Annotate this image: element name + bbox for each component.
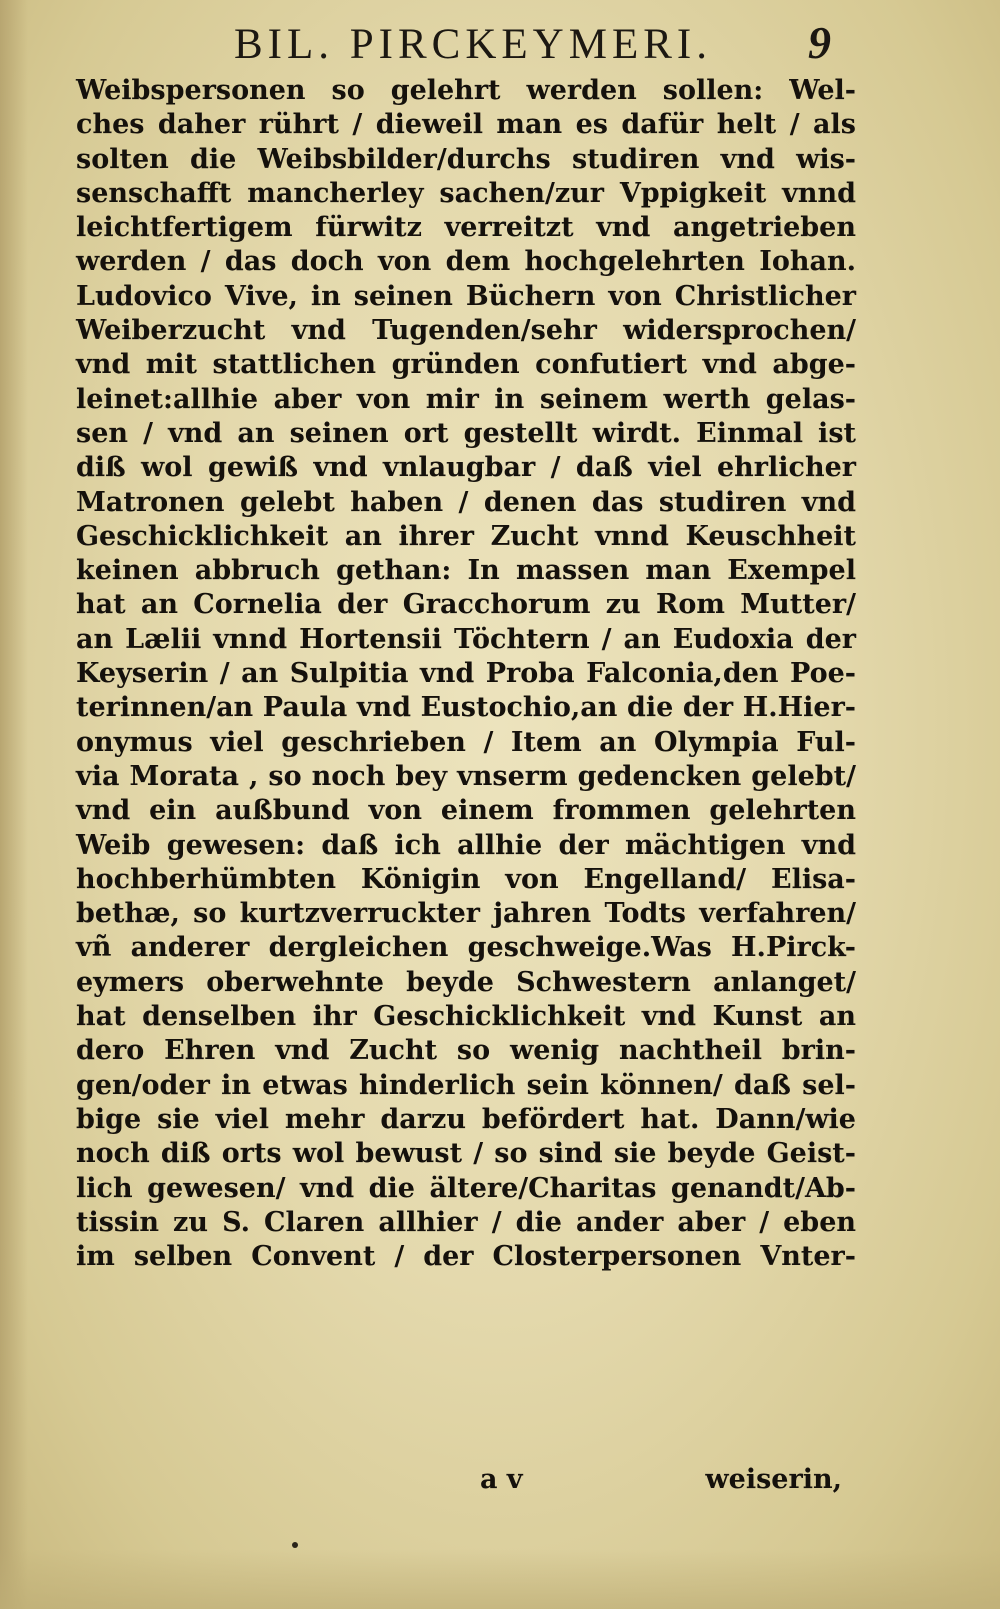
text-line: keinen abbruch gethan: In massen man Exempel	[76, 555, 856, 587]
text-line: sen / vnd an seinen ort gestellt wirdt. Einmal ist	[76, 417, 856, 449]
text-line: Keyserin / an Sulpitia vnd Proba Falconia,den Poe-	[76, 658, 856, 690]
catchword: weiserin,	[705, 1464, 842, 1495]
page-bottom-shadow	[0, 1549, 1000, 1609]
text-line: lich gewesen/ vnd die ältere/Charitas genandt/Ab-	[76, 1172, 856, 1204]
text-line: noch diß orts wol bewust / so sind sie beyde Geist-	[76, 1138, 856, 1170]
text-line: ches daher rührt / dieweil man es dafür helt / als	[76, 109, 856, 141]
text-line: leichtfertigem fürwitz verreitzt vnd angetrieben	[76, 212, 856, 244]
text-line: vnd ein außbund von einem frommen gelehrten	[76, 795, 856, 827]
text-line: onymus viel geschrieben / Item an Olympia Ful-	[76, 726, 856, 758]
page-edge-shadow	[0, 0, 28, 1609]
text-line: leinet:allhie aber von mir in seinem werth gelas-	[76, 383, 856, 415]
text-line: dero Ehren vnd Zucht so wenig nachtheil brin-	[76, 1035, 856, 1067]
text-line: tissin zu S. Claren allhier / die ander aber / eben	[76, 1206, 856, 1238]
text-line: via Morata , so noch bey vnserm gedencken gelebt/	[76, 760, 856, 792]
text-line: Weiberzucht vnd Tugenden/sehr widersprochen/	[76, 315, 856, 347]
text-line: senschafft mancherley sachen/zur Vppigkeit vnnd	[76, 177, 856, 209]
text-line: Weib gewesen: daß ich allhie der mächtigen vnd	[76, 829, 856, 861]
text-line: solten die Weibsbilder/durchs studiren vnd wis-	[76, 143, 856, 175]
running-head: BIL. PIRCKEYMERI.	[234, 21, 712, 68]
text-line: diß wol gewiß vnd vnlaugbar / daß viel ehrlicher	[76, 452, 856, 484]
text-line: bige sie viel mehr darzu befördert hat. Dann/wie	[76, 1103, 856, 1135]
text-line: Weibspersonen so gelehrt werden sollen: Wel-	[76, 75, 856, 106]
text-line: eymers oberwehnte beyde Schwestern anlanget/	[76, 966, 856, 998]
page-number: 9	[808, 17, 831, 68]
text-line: vñ anderer dergleichen geschweige.Was H.Pirck-	[76, 932, 856, 964]
text-line: Ludovico Vive, in seinen Büchern von Christlicher	[76, 280, 856, 312]
ink-speck	[292, 1542, 298, 1548]
signature-mark: a v	[480, 1464, 523, 1495]
text-line: hat an Cornelia der Gracchorum zu Rom Mutter/	[76, 589, 856, 621]
text-line: bethæ, so kurtzverruckter jahren Todts verfahren/	[76, 898, 856, 930]
text-line: werden / das doch von dem hochgelehrten Iohan.	[76, 246, 856, 278]
text-line: hochberhümbten Königin von Engelland/ Elisa-	[76, 863, 856, 895]
text-line: im selben Convent / der Closterpersonen Vnter-	[76, 1241, 856, 1273]
text-line: Matronen gelebt haben / denen das studiren vnd	[76, 486, 856, 518]
text-line: Geschicklichkeit an ihrer Zucht vnnd Keuschheit	[76, 520, 856, 552]
text-line: an Lælii vnnd Hortensii Töchtern / an Eudoxia der	[76, 623, 856, 655]
text-line: vnd mit stattlichen gründen confutiert vnd abge-	[76, 349, 856, 381]
page-footer	[76, 1464, 856, 1500]
text-line: gen/oder in etwas hinderlich sein können/ daß sel-	[76, 1069, 856, 1101]
body-text	[76, 74, 856, 1274]
page-header	[60, 14, 860, 74]
text-line: terinnen/an Paula vnd Eustochio,an die der H.Hier-	[76, 692, 856, 724]
text-line: hat denselben ihr Geschicklichkeit vnd Kunst an	[76, 1001, 856, 1033]
